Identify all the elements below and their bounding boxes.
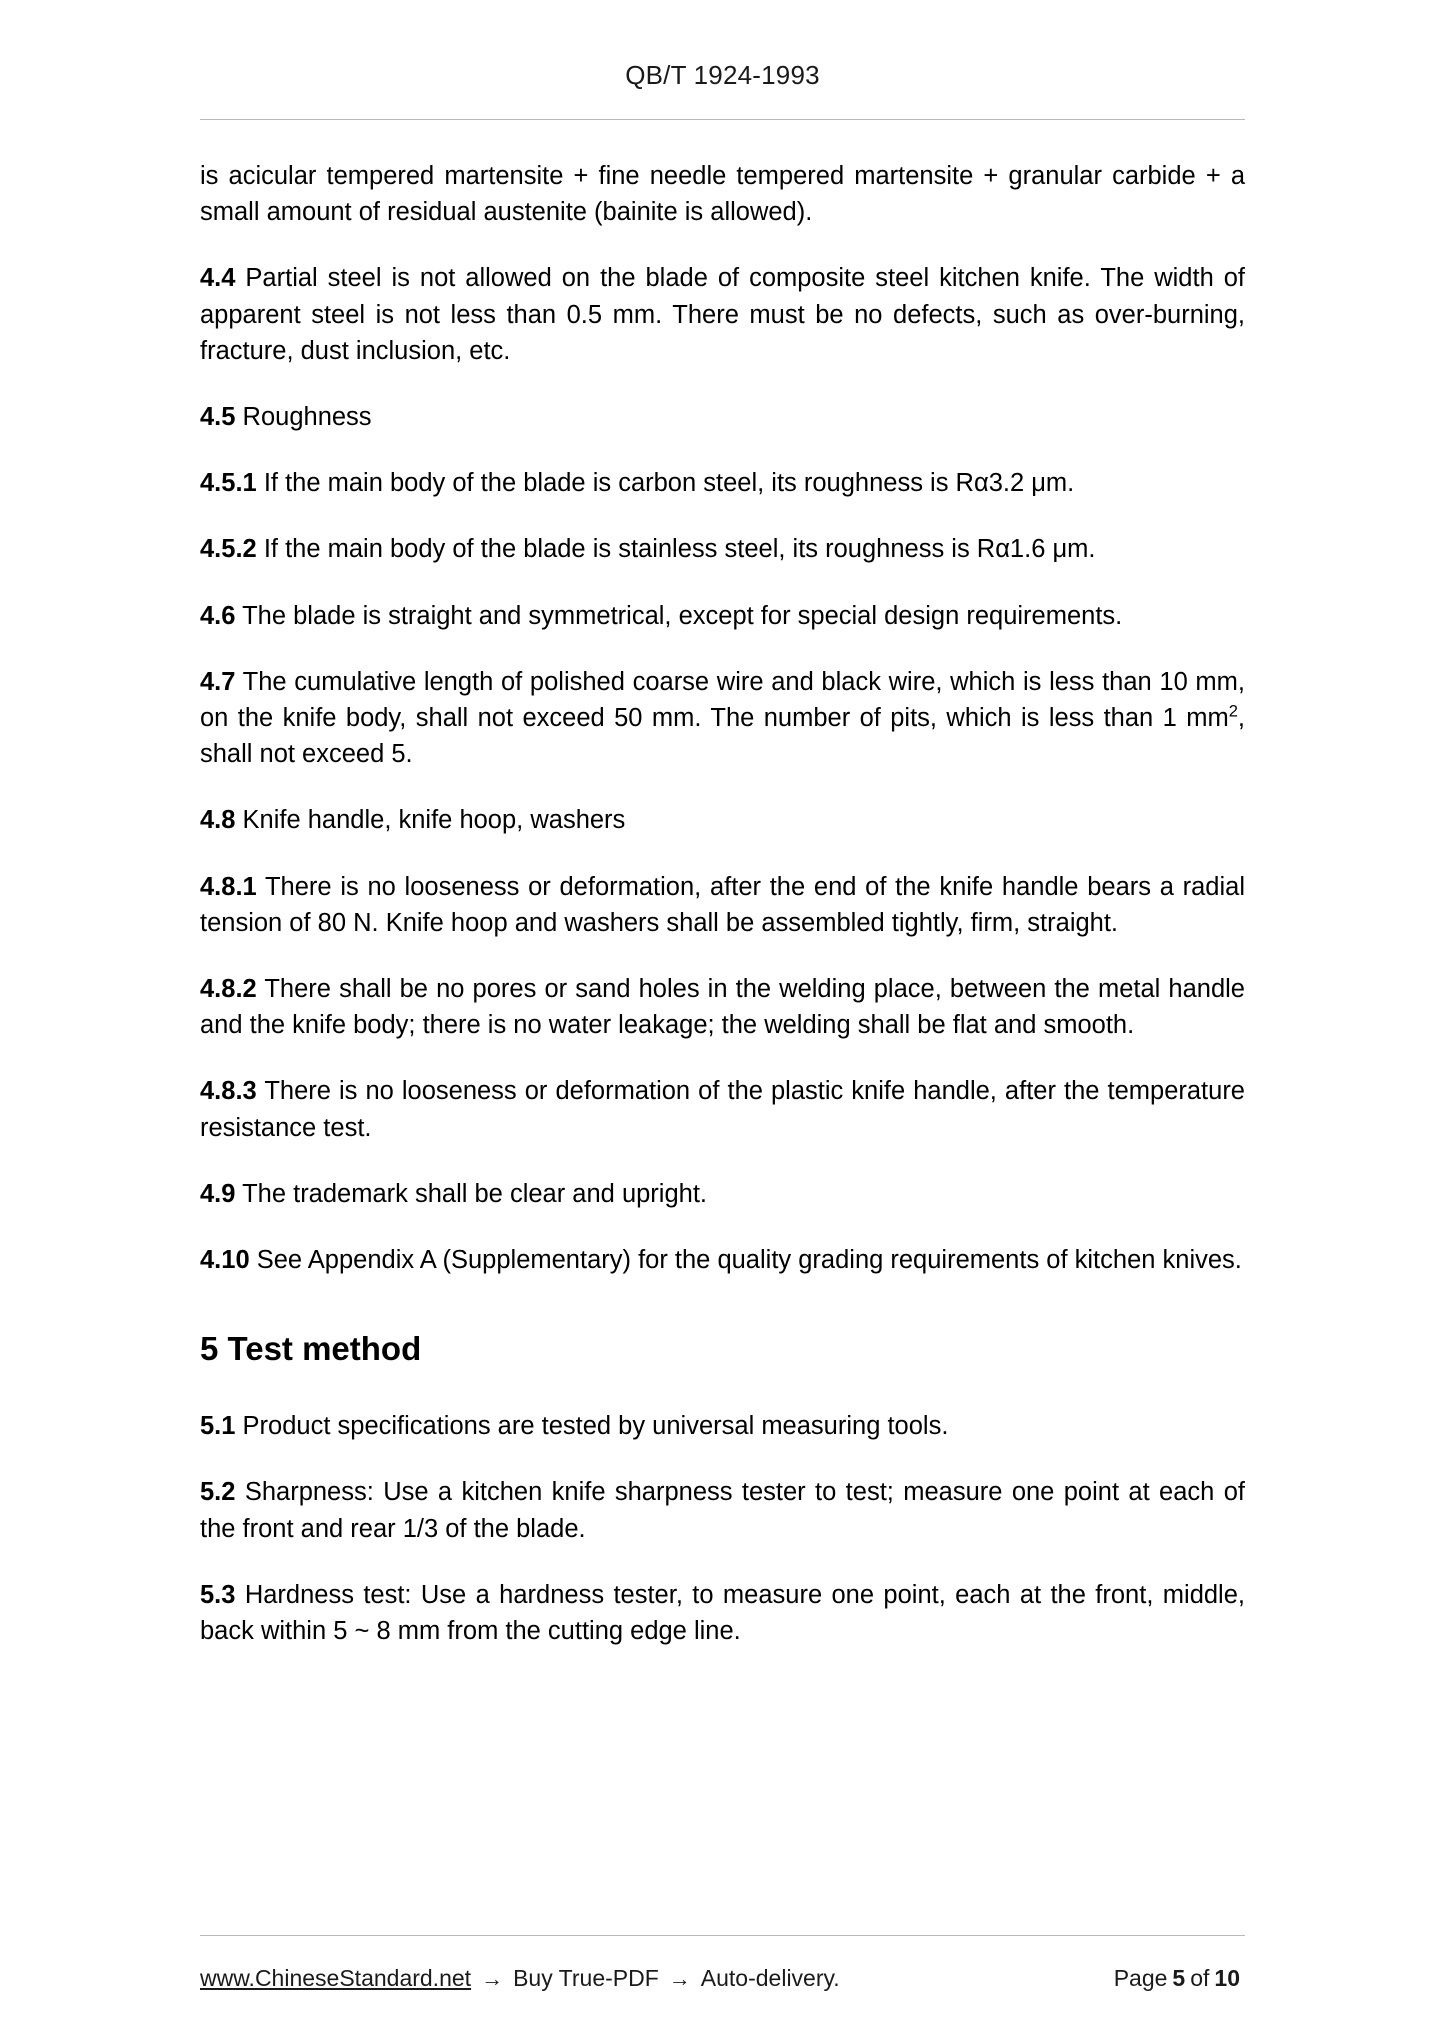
page-label: Page (1113, 1965, 1168, 1991)
paragraph-text: The blade is straight and symmetrical, except for special design requirements. (242, 601, 1123, 630)
clause-number: 4.8.3 (200, 1077, 257, 1106)
paragraph-text: Sharpness: Use a kitchen knife sharpness tester to test; measure one point at each of the front and rear 1/3 of the blade. (200, 1478, 1245, 1543)
paragraph-text: The cumulative length of polished coarse wire and black wire, which is less than 10 mm, on the knife body, shall not exceed 50 mm. The number of pits, which is less than 1 $mm^2$, shall not exceed 5. (200, 667, 1245, 769)
clause-number: 4.8.2 (200, 975, 257, 1004)
paragraph-text: There is no looseness or deformation, after the end of the knife handle bears a radial tension of 80 N. Knife hoop and washers shall be assembled tightly, firm, straight. (200, 872, 1245, 937)
section-heading-5: 5 Test method (200, 1330, 422, 1368)
paragraph-4-6 (200, 598, 1245, 634)
of-label: of (1190, 1965, 1210, 1991)
page-header (0, 0, 1445, 91)
website-link[interactable]: www.ChineseStandard.net (200, 1965, 472, 1991)
paragraph-4-4 (200, 260, 1245, 369)
footer-promo (200, 1965, 840, 1992)
clause-number: 4.6 (200, 601, 236, 630)
clause-number: 4.7 (200, 667, 236, 696)
paragraph-text: There shall be no pores or sand holes in the welding place, between the metal handle and the knife body; there is no water leakage; the welding shall be flat and smooth. (200, 975, 1245, 1040)
clause-number: 4.10 (200, 1246, 250, 1275)
standard-id: QB/T 1924-1993 (625, 60, 820, 90)
clause-number: 4.5.2 (200, 535, 257, 564)
clause-number: 5.2 (200, 1478, 236, 1507)
paragraph-text: Roughness (242, 403, 372, 432)
arrow-right-icon: → (481, 1966, 504, 1991)
footer-divider (200, 1935, 1245, 1936)
paragraph-text: If the main body of the blade is carbon steel, its roughness is Rα3.2 μm. (263, 469, 1075, 498)
paragraph-4-8-2 (200, 971, 1245, 1043)
paragraph-text: Knife handle, knife hoop, washers (242, 806, 626, 835)
page-indicator (1114, 1965, 1245, 1992)
paragraph-text: Product specifications are tested by universal measuring tools. (242, 1412, 949, 1441)
paragraph-5-3 (200, 1577, 1245, 1649)
clause-number: 4.9 (200, 1179, 236, 1208)
paragraph-text: See Appendix A (Supplementary) for the quality grading requirements of kitchen knives. (256, 1246, 1242, 1275)
footer-promo-buy: Buy True-PDF (513, 1965, 659, 1991)
paragraph-continuation (200, 158, 1245, 230)
paragraph-4-8 (200, 802, 1245, 838)
paragraph-5-1 (200, 1408, 1245, 1444)
paragraph-text: Partial steel is not allowed on the blade of composite steel kitchen knife. The width of apparent steel is not less than 0.5 mm. There must be no defects, such as over-burning, fracture, dust inclusion, etc. (200, 264, 1245, 365)
page-number: 5 (1172, 1965, 1186, 1991)
arrow-right-icon: → (668, 1966, 691, 1991)
footer-promo-delivery: Auto-delivery. (700, 1965, 840, 1991)
paragraph-5-2 (200, 1474, 1245, 1546)
paragraph-4-5-1 (200, 465, 1245, 501)
page-footer (200, 1965, 1245, 1992)
clause-number: 4.4 (200, 264, 236, 293)
paragraph-text: There is no looseness or deformation of the plastic knife handle, after the temperature resistance test. (200, 1077, 1245, 1142)
clause-number: 4.5 (200, 403, 236, 432)
paragraph-text: Hardness test: Use a hardness tester, to measure one point, each at the front, middle, back within 5 ~ 8 mm from the cutting edge line. (200, 1580, 1245, 1646)
paragraph-4-10 (200, 1242, 1245, 1278)
paragraph-4-7 (200, 664, 1245, 773)
paragraph-4-5-2 (200, 531, 1245, 567)
clause-number: 4.8 (200, 806, 236, 835)
paragraph-4-9 (200, 1176, 1245, 1212)
clause-number: 4.5.1 (200, 469, 257, 498)
paragraph-4-8-3 (200, 1073, 1245, 1145)
document-content (200, 120, 1245, 1649)
clause-number: 5.1 (200, 1412, 236, 1441)
paragraph-text: is acicular tempered martensite + fine needle tempered martensite + granular carbide + a small amount of residual austenite (bainite is allowed). (200, 162, 1245, 227)
paragraph-4-5 (200, 399, 1245, 435)
page-total: 10 (1214, 1965, 1240, 1991)
paragraph-4-8-1 (200, 869, 1245, 941)
clause-number: 4.8.1 (200, 872, 257, 901)
clause-number: 5.3 (200, 1580, 236, 1609)
paragraph-text: If the main body of the blade is stainless steel, its roughness is Rα1.6 μm. (263, 535, 1096, 564)
paragraph-text: The trademark shall be clear and upright. (242, 1179, 707, 1208)
